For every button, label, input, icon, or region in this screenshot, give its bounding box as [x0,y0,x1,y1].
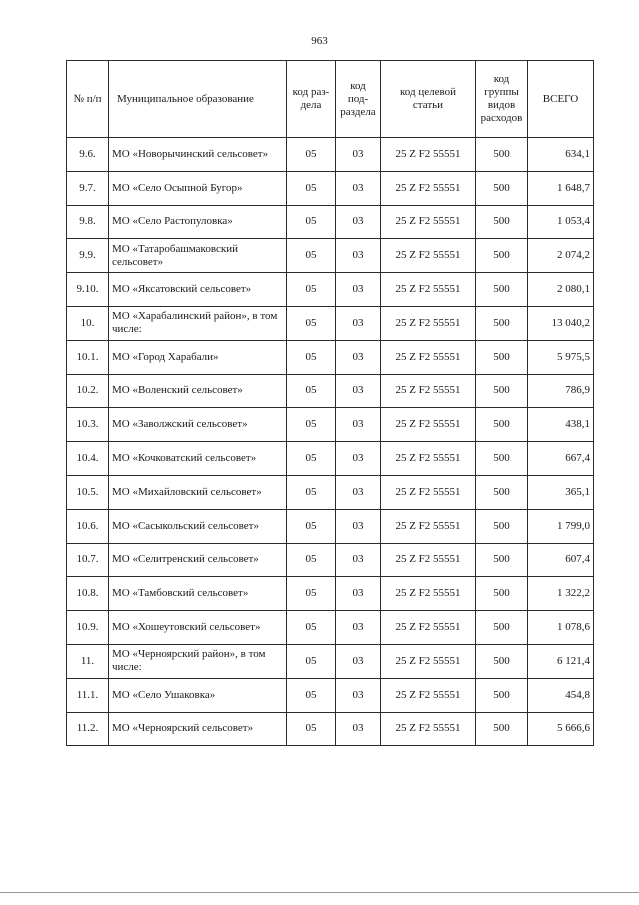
cell-target-code: 25 Z F2 55551 [381,577,476,611]
cell-expense-group-code: 500 [476,543,528,577]
cell-num: 10.1. [67,340,109,374]
cell-section-code: 05 [287,171,336,205]
cell-num: 10.8. [67,577,109,611]
cell-section-code: 05 [287,408,336,442]
cell-section-code: 05 [287,475,336,509]
cell-expense-group-code: 500 [476,171,528,205]
cell-target-code: 25 Z F2 55551 [381,442,476,476]
table-row [67,712,594,746]
cell-num: 10.2. [67,374,109,408]
cell-total: 365,1 [528,475,594,509]
cell-total: 1 322,2 [528,577,594,611]
cell-expense-group-code: 500 [476,509,528,543]
cell-expense-group-code: 500 [476,678,528,712]
header-name: Муниципальное образование [109,61,287,138]
header-target: код целевой статьи [381,61,476,138]
table-row [67,543,594,577]
cell-municipality: МО «Яксатовский сельсовет» [109,273,287,307]
cell-municipality: МО «Заволжский сельсовет» [109,408,287,442]
header-total: ВСЕГО [528,61,594,138]
cell-expense-group-code: 500 [476,273,528,307]
header-subsection: код под- раздела [336,61,381,138]
cell-num: 9.6. [67,138,109,172]
cell-municipality: МО «Черноярский сельсовет» [109,712,287,746]
cell-municipality: МО «Воленский сельсовет» [109,374,287,408]
cell-section-code: 05 [287,678,336,712]
header-num: № п/п [67,61,109,138]
table-row [67,577,594,611]
page-bottom-rule [0,892,639,893]
cell-num: 9.10. [67,273,109,307]
cell-section-code: 05 [287,543,336,577]
cell-num: 10.7. [67,543,109,577]
cell-section-code: 05 [287,340,336,374]
cell-num: 10.9. [67,611,109,645]
table-row [67,509,594,543]
cell-num: 11.1. [67,678,109,712]
cell-subsection-code: 03 [336,374,381,408]
cell-expense-group-code: 500 [476,712,528,746]
cell-subsection-code: 03 [336,205,381,239]
cell-municipality: МО «Новорычинский сельсовет» [109,138,287,172]
table-row [67,442,594,476]
cell-municipality: МО «Кочковатский сельсовет» [109,442,287,476]
cell-subsection-code: 03 [336,611,381,645]
header-group: код группы видов расходов [476,61,528,138]
cell-total: 667,4 [528,442,594,476]
cell-municipality: МО «Михайловский сельсовет» [109,475,287,509]
cell-section-code: 05 [287,442,336,476]
cell-municipality: МО «Город Харабали» [109,340,287,374]
cell-target-code: 25 Z F2 55551 [381,712,476,746]
cell-num: 11. [67,644,109,678]
budget-table [66,60,594,746]
table-row [67,171,594,205]
table-header-row [67,61,594,138]
cell-subsection-code: 03 [336,678,381,712]
cell-municipality: МО «Село Осыпной Бугор» [109,171,287,205]
cell-target-code: 25 Z F2 55551 [381,171,476,205]
cell-num: 9.8. [67,205,109,239]
cell-target-code: 25 Z F2 55551 [381,306,476,340]
cell-subsection-code: 03 [336,577,381,611]
cell-subsection-code: 03 [336,712,381,746]
cell-num: 9.9. [67,239,109,273]
cell-num: 10.3. [67,408,109,442]
cell-total: 2 080,1 [528,273,594,307]
cell-total: 1 053,4 [528,205,594,239]
cell-total: 438,1 [528,408,594,442]
cell-target-code: 25 Z F2 55551 [381,543,476,577]
cell-expense-group-code: 500 [476,408,528,442]
table-row [67,374,594,408]
table-row [67,306,594,340]
cell-municipality: МО «Татаробашмаковский сельсовет» [109,239,287,273]
cell-target-code: 25 Z F2 55551 [381,273,476,307]
cell-section-code: 05 [287,205,336,239]
cell-subsection-code: 03 [336,543,381,577]
cell-expense-group-code: 500 [476,306,528,340]
cell-section-code: 05 [287,644,336,678]
cell-num: 11.2. [67,712,109,746]
cell-subsection-code: 03 [336,509,381,543]
cell-expense-group-code: 500 [476,577,528,611]
cell-total: 1 799,0 [528,509,594,543]
cell-expense-group-code: 500 [476,138,528,172]
cell-section-code: 05 [287,273,336,307]
cell-municipality: МО «Харабалинский район», в том числе: [109,306,287,340]
table-row [67,678,594,712]
cell-expense-group-code: 500 [476,239,528,273]
cell-total: 5 666,6 [528,712,594,746]
cell-expense-group-code: 500 [476,205,528,239]
cell-subsection-code: 03 [336,239,381,273]
cell-target-code: 25 Z F2 55551 [381,678,476,712]
cell-subsection-code: 03 [336,475,381,509]
cell-section-code: 05 [287,611,336,645]
cell-expense-group-code: 500 [476,611,528,645]
cell-section-code: 05 [287,577,336,611]
table-row [67,611,594,645]
cell-section-code: 05 [287,138,336,172]
table-row [67,205,594,239]
cell-subsection-code: 03 [336,306,381,340]
cell-total: 607,4 [528,543,594,577]
cell-target-code: 25 Z F2 55551 [381,239,476,273]
cell-section-code: 05 [287,306,336,340]
cell-target-code: 25 Z F2 55551 [381,205,476,239]
cell-section-code: 05 [287,509,336,543]
cell-subsection-code: 03 [336,340,381,374]
cell-total: 5 975,5 [528,340,594,374]
cell-municipality: МО «Сасыкольский сельсовет» [109,509,287,543]
cell-target-code: 25 Z F2 55551 [381,611,476,645]
cell-total: 786,9 [528,374,594,408]
cell-target-code: 25 Z F2 55551 [381,340,476,374]
cell-target-code: 25 Z F2 55551 [381,408,476,442]
cell-municipality: МО «Хошеутовский сельсовет» [109,611,287,645]
table-row [67,138,594,172]
cell-section-code: 05 [287,239,336,273]
cell-total: 6 121,4 [528,644,594,678]
cell-total: 454,8 [528,678,594,712]
cell-subsection-code: 03 [336,138,381,172]
cell-total: 1 648,7 [528,171,594,205]
table-row [67,644,594,678]
cell-target-code: 25 Z F2 55551 [381,475,476,509]
cell-target-code: 25 Z F2 55551 [381,509,476,543]
cell-municipality: МО «Село Ушаковка» [109,678,287,712]
cell-subsection-code: 03 [336,644,381,678]
cell-num: 10. [67,306,109,340]
cell-subsection-code: 03 [336,408,381,442]
cell-municipality: МО «Село Растопуловка» [109,205,287,239]
cell-target-code: 25 Z F2 55551 [381,138,476,172]
table-row [67,273,594,307]
cell-section-code: 05 [287,712,336,746]
cell-municipality: МО «Тамбовский сельсовет» [109,577,287,611]
cell-subsection-code: 03 [336,442,381,476]
cell-expense-group-code: 500 [476,475,528,509]
cell-section-code: 05 [287,374,336,408]
cell-municipality: МО «Черноярский район», в том числе: [109,644,287,678]
cell-subsection-code: 03 [336,273,381,307]
header-section: код раз- дела [287,61,336,138]
cell-expense-group-code: 500 [476,374,528,408]
table-row [67,475,594,509]
cell-expense-group-code: 500 [476,442,528,476]
cell-total: 2 074,2 [528,239,594,273]
cell-subsection-code: 03 [336,171,381,205]
cell-expense-group-code: 500 [476,644,528,678]
cell-expense-group-code: 500 [476,340,528,374]
cell-total: 13 040,2 [528,306,594,340]
cell-target-code: 25 Z F2 55551 [381,644,476,678]
cell-total: 634,1 [528,138,594,172]
table-row [67,340,594,374]
cell-num: 10.4. [67,442,109,476]
table-row [67,408,594,442]
cell-municipality: МО «Селитренский сельсовет» [109,543,287,577]
cell-num: 10.6. [67,509,109,543]
page-number: 963 [311,35,328,47]
cell-num: 10.5. [67,475,109,509]
cell-total: 1 078,6 [528,611,594,645]
cell-num: 9.7. [67,171,109,205]
cell-target-code: 25 Z F2 55551 [381,374,476,408]
table-row [67,239,594,273]
